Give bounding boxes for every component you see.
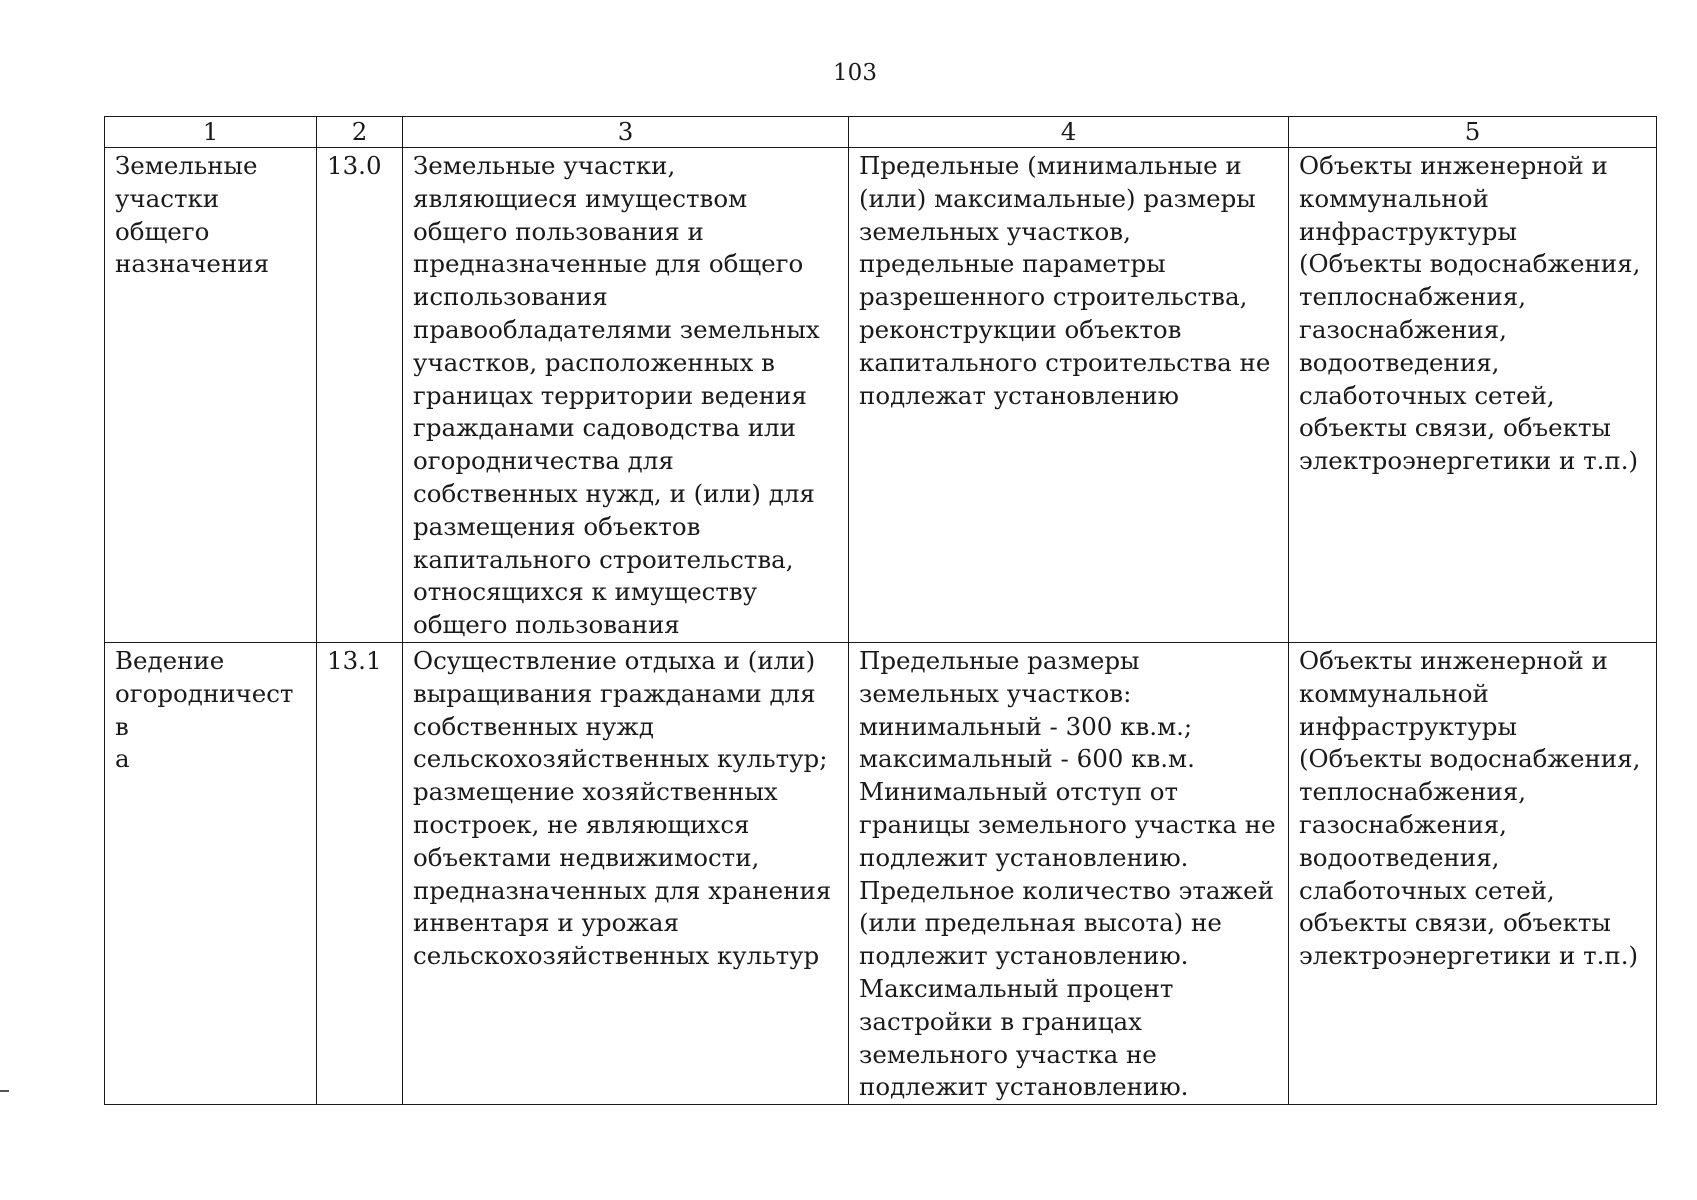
column-header-5: 5 [1289,117,1657,148]
page-number: 103 [833,60,877,86]
table-header-row [105,117,1657,148]
land-use-table [104,116,1657,1105]
column-header-1: 1 [105,117,317,148]
land-use-code: 13.0 [317,148,403,643]
table-row [105,148,1657,643]
land-use-auxiliary: Объекты инженерной и коммунальной инфраструктуры (Объекты водоснабжения, теплоснабжения, газоснабжения, водоотведения, слаботочных сетей, объекты связи, объекты электроэнергетики и т.п.) [1289,642,1657,1104]
land-use-auxiliary: Объекты инженерной и коммунальной инфраструктуры (Объекты водоснабжения, теплоснабжения, газоснабжения, водоотведения, слаботочных сетей, объекты связи, объекты электроэнергетики и т.п.) [1289,148,1657,643]
table-row [105,642,1657,1104]
column-header-3: 3 [403,117,849,148]
land-use-description: Земельные участки, являющиеся имуществом общего пользования и предназначенные для общего использования правообладателями земельных участков, расположенных в границах территории ведения гражданами садоводства или огородничества для собственных нужд, и (или) для размещения объектов капитального строительства, относящихся к имуществу общего пользования [403,148,849,643]
scan-edge-mark [0,1090,9,1092]
column-header-2: 2 [317,117,403,148]
land-use-code: 13.1 [317,642,403,1104]
land-use-name: Ведение огородничеств а [105,642,317,1104]
land-use-description: Осуществление отдыха и (или) выращивания гражданами для собственных нужд сельскохозяйственных культур; размещение хозяйственных построек, не являющихся объектами недвижимости, предназначенных для хранения инвентаря и урожая сельскохозяйственных культур [403,642,849,1104]
column-header-4: 4 [849,117,1289,148]
land-use-parameters: Предельные (минимальные и (или) максимальные) размеры земельных участков, предельные параметры разрешенного строительства, реконструкции объектов капитального строительства не подлежат установлению [849,148,1289,643]
land-use-name: Земельные участки общего назначения [105,148,317,643]
land-use-parameters: Предельные размеры земельных участков: минимальный - 300 кв.м.; максимальный - 600 кв.м. Минимальный отступ от границы земельного участка не подлежит установлению. Предельное количество этажей (или предельная высота) не подлежит установлению. Максимальный процент застройки в границах земельного участка не подлежит установлению. [849,642,1289,1104]
